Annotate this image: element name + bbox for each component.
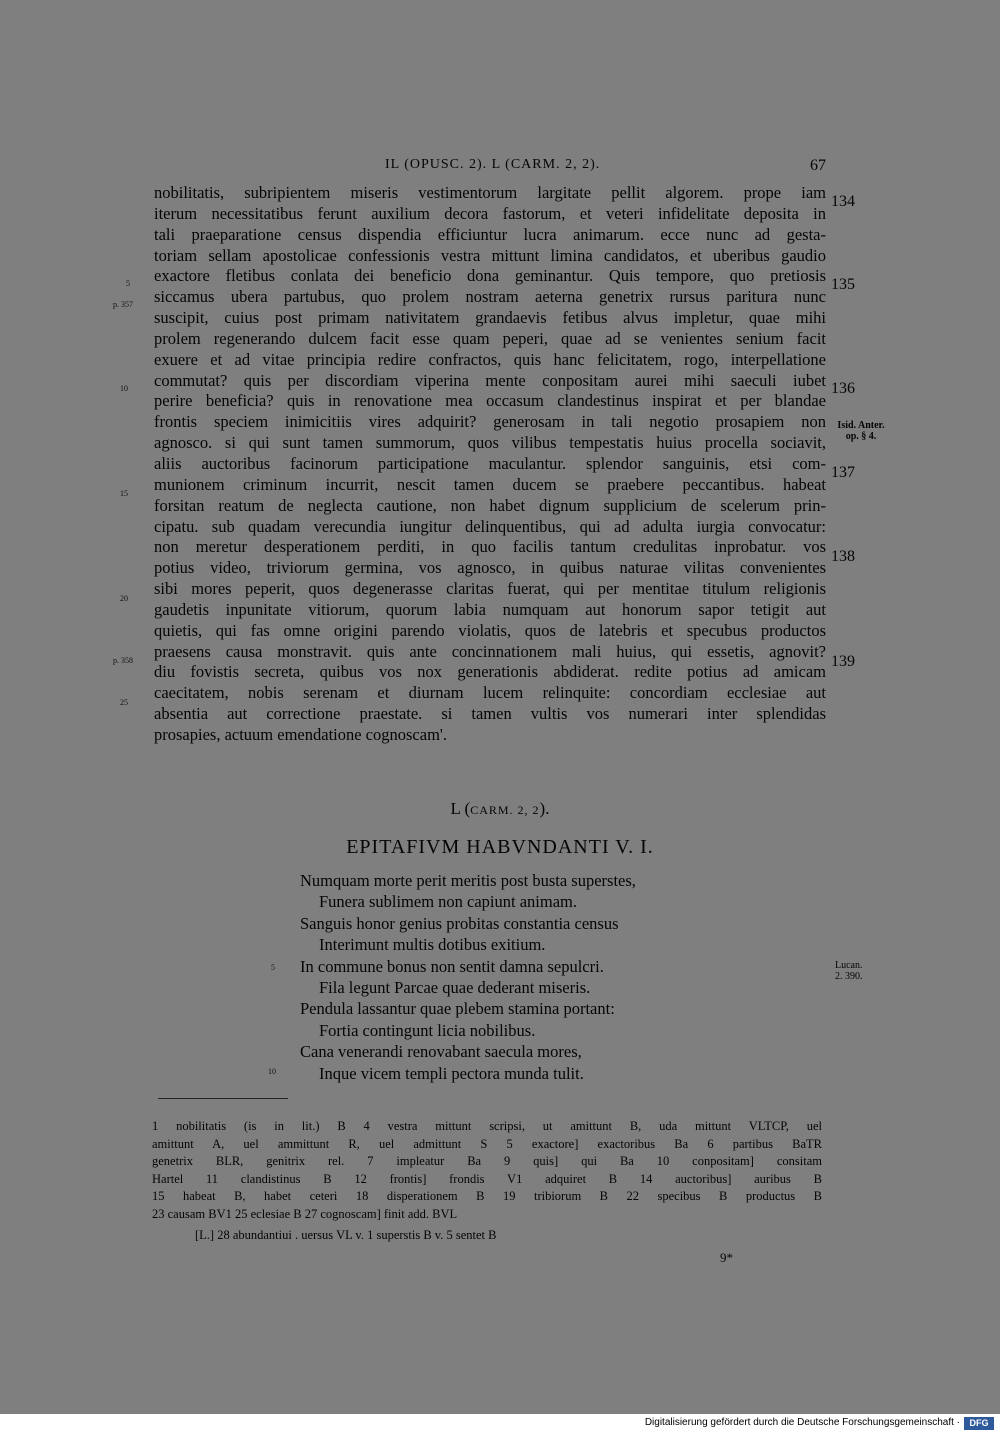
margin-page-ref: p. 357	[113, 300, 133, 309]
prose-line: forsitan reatum de neglecta cautione, non habet dignum supplicium de scelerum prin-	[154, 495, 826, 515]
prose-line: potius video, triviorum germina, vos agnosco, in quibus naturae vilitas convenientes	[154, 558, 826, 578]
prose-line: nobilitatis, subripientem miseris vestimentorum largitate pellit algorem. prope iam	[154, 183, 826, 202]
prose-line: gaudetis inpunitate vitiorum, quorum labia numquam aut honorum sapor tetigit aut	[154, 599, 826, 619]
paragraph-number: 137	[831, 464, 855, 481]
side-reference-isidore	[832, 420, 890, 442]
prose-line: non meretur desperationem perditi, in quo facilis tantum credulitas inprobatur. vos	[154, 537, 826, 557]
apparatus-line: amittunt A, uel ammittunt R, uel admittunt S 5 exactore] exactoribus Ba 6 partibus BaTR	[152, 1136, 822, 1151]
verse-line: Interimunt multis dotibus exitium.	[319, 935, 546, 955]
verse-line: Cana venerandi renovabant saecula mores,	[300, 1042, 582, 1062]
dfg-logo-icon: DFG	[964, 1417, 994, 1430]
verse-line: Funera sublimem non capiunt animam.	[319, 892, 577, 912]
page-number: 67	[810, 157, 826, 174]
verse-line: Fortia contingunt licia nobilibus.	[319, 1020, 536, 1040]
margin-line-number: 15	[120, 489, 128, 498]
paragraph-number: 138	[831, 548, 855, 565]
prose-line: caecitatem, nobis serenam et diurnam lucem relinquite: concordiam ecclesiae aut	[154, 683, 826, 703]
side-reference-lucan	[835, 960, 863, 982]
prose-line: quietis, qui fas omne origini parendo violatis, quos de latebris et specubus productos	[154, 620, 826, 640]
verse-line: Pendula lassantur quae plebem stamina portant:	[300, 999, 615, 1019]
prose-line: exuere et ad vitae principia redire confractos, quis hanc felicitatem, rogo, interpellatione	[154, 349, 826, 369]
margin-page-ref: p. 358	[113, 656, 133, 665]
footnote-rule	[158, 1098, 288, 1099]
apparatus-line: Hartel 11 clandistinus B 12 frontis] frondis V1 adquiret B 14 auctoribus] auribus B	[152, 1171, 822, 1186]
prose-line: agnosco. si qui sunt tamen summorum, quos vilibus tempestatis huius procella sociavit,	[154, 433, 826, 453]
section-letter: L	[450, 799, 461, 818]
apparatus-poem-line: [L.] 28 abundantiui . uersus VL v. 1 superstis B v. 5 sentet B	[195, 1228, 497, 1242]
prose-line: commutat? quis per discordiam viperina mente conpositam aurei mihi saeculi iubet	[154, 370, 826, 390]
footer-bar	[0, 1414, 1000, 1434]
signature-mark: 9*	[720, 1250, 733, 1265]
apparatus-line: 15 habeat B, habet ceteri 18 disperationem B 19 tribiorum B 22 specibus B productus B	[152, 1189, 822, 1204]
funding-notice: Digitalisierung gefördert durch die Deutsche Forschungsgemeinschaft ·	[644, 1417, 960, 1428]
apparatus-line: 23 causam BV1 25 eclesiae B 27 cognoscam] finit add. BVL	[152, 1206, 458, 1221]
prose-line: prolem regenerando dulcem facit esse quam peperi, quae ad se venientes senium facit	[154, 328, 826, 348]
prose-line: toriam sellam apostolicae confessionis vestra mittunt limina candidatos, et uberibus gaudio	[154, 245, 826, 265]
prose-line: cipatu. sub quadam verecundia iungitur delinquentibus, qui ad adulta iurgia convocatur:	[154, 516, 826, 536]
prose-line: exactore fletibus conlata dei beneficio dona geminantur. Quis tempore, quo pretiosis	[154, 266, 826, 286]
margin-line-number: 20	[120, 594, 128, 603]
prose-line: praesens causa monstravit. quis ante concinnationem mali huius, qui essetis, agnovit?	[154, 641, 826, 661]
side-reference-line: Lucan.	[835, 960, 863, 971]
apparatus-line: genetrix BLR, genitrix rel. 7 impleatur Ba 9 quis] qui Ba 10 conpositam] consitam	[152, 1154, 822, 1169]
prose-line: sibi mores peperit, quos degenerasse claritas fuerat, qui per mentitae titulum religionis	[154, 579, 826, 599]
prose-body	[154, 183, 826, 746]
prose-line: perire beneficia? quis in renovatione mea occasum clandestinus inspirat et per blandae	[154, 391, 826, 411]
apparatus-line: 1 nobilitatis (is in lit.) B 4 vestra mittunt scripsi, ut amittunt B, uda mittunt VLTCP, uel	[152, 1119, 822, 1133]
section-heading: L (CARM. 2, 2).	[450, 799, 550, 818]
verse-line: Sanguis honor genius probitas constantia census	[300, 913, 619, 933]
running-title: IL (OPUSC. 2). L (CARM. 2, 2).	[385, 157, 601, 172]
verse-line: Numquam morte perit meritis post busta superstes,	[300, 871, 636, 890]
side-reference-line: op. § 4.	[845, 431, 877, 442]
poem-title: EPITAFIVM HABVNDANTI V. I.	[346, 836, 654, 858]
prose-line: iterum necessitatibus ferunt auxilium decora fastorum, et veteri infidelitate deposita in	[154, 203, 826, 223]
margin-line-number: 10	[120, 384, 128, 393]
verse-line: Inque vicem templi pectora munda tulit.	[319, 1063, 584, 1083]
section-ref: CARM. 2, 2	[470, 803, 540, 817]
side-reference-line: 2. 390.	[835, 971, 863, 982]
prose-line: absentia aut correctione praestate. si tamen vultis vos numerari inter splendidas	[154, 704, 826, 724]
paragraph-number: 134	[831, 193, 855, 210]
prose-line: suscipit, cuius post primam nativitatem grandaevis fetibus alvus impletur, quae mihi	[154, 308, 826, 328]
prose-line: tali praeparatione census dispendia efficiuntur lucra animarum. ecce nunc ad gesta-	[154, 224, 826, 244]
verse-line-number: 10	[268, 1067, 276, 1076]
prose-line: siccamus ubera partubus, quo prolem nostram aeterna genetrix rursus paritura nunc	[154, 287, 826, 307]
verse-line: In commune bonus non sentit damna sepulcri.	[300, 956, 604, 976]
poem-body	[300, 870, 636, 1084]
paragraph-number: 139	[831, 653, 855, 670]
critical-apparatus	[152, 1118, 822, 1224]
verse-line-number: 5	[271, 963, 275, 972]
prose-line: diu fovistis secreta, quibus vos nox generationis abdiderat. redite potius ad amicam	[154, 662, 826, 682]
prose-line: munionem criminum incurrit, nescit tamen ducem se praebere peccantibus. habeat	[154, 474, 826, 494]
paragraph-number: 136	[831, 380, 855, 397]
margin-line-number: 25	[120, 698, 128, 707]
prose-line: frontis speciem inimicitiis vires adquirit? generosam in tali negotio prosapiem non	[154, 412, 826, 432]
prose-line: aliis auctoribus facinorum participatione maculantur. splendor sanguinis, etsi com-	[154, 453, 826, 473]
verse-line: Fila legunt Parcae quae dederant miseris.	[319, 977, 591, 997]
side-reference-line: Isid. Anter.	[837, 420, 885, 431]
paragraph-number: 135	[831, 276, 855, 293]
prose-line: prosapies, actuum emendatione cognoscam'.	[154, 724, 448, 744]
margin-line-number: 5	[126, 279, 130, 288]
